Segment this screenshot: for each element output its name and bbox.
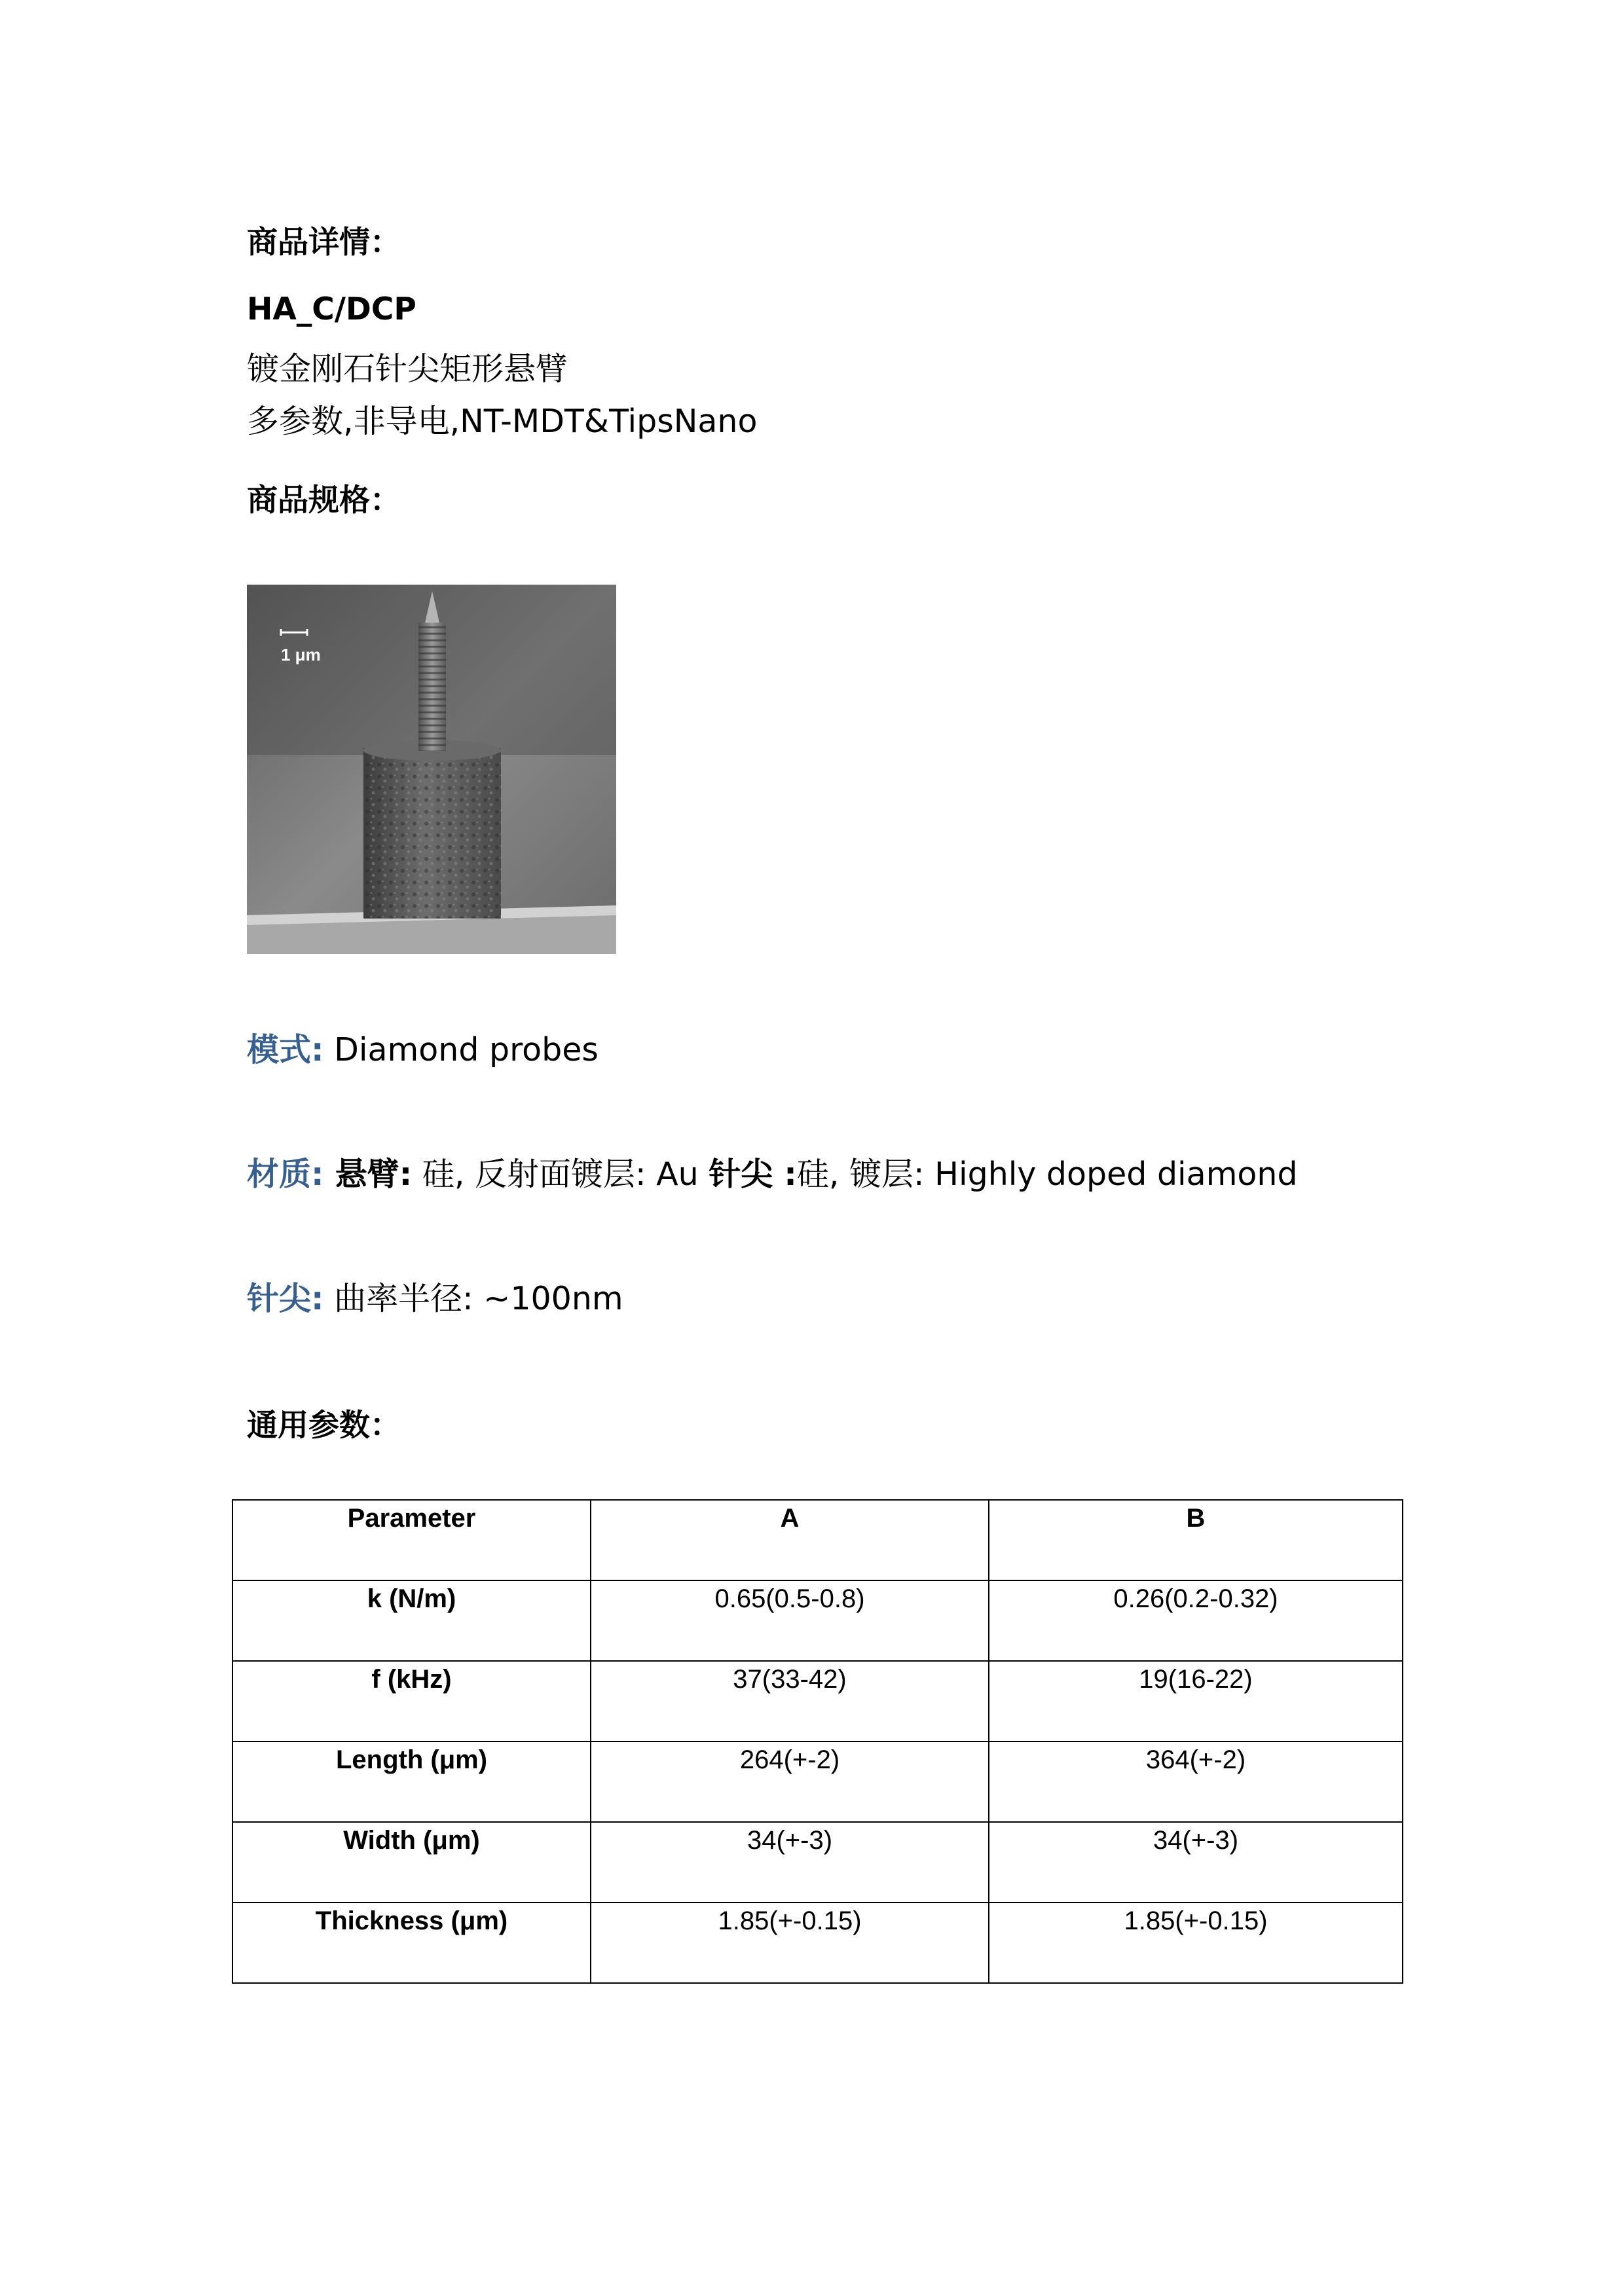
mode-key: 模式: [247,1031,324,1068]
table-row [232,1661,1403,1741]
param-name: Thickness (μm) [232,1903,591,1983]
details-heading: 商品详情： [247,225,401,261]
material-line [247,1149,1298,1195]
cantilever-key: 悬臂: [323,1156,413,1193]
param-name: Length (μm) [232,1741,591,1822]
tip-material-value: 硅, 镀层: Highly doped diamond [796,1156,1298,1193]
table-row [232,1903,1403,1983]
table-row [232,1822,1403,1903]
cantilever-value: 硅, 反射面镀层: Au [412,1156,709,1193]
tip-line [247,1273,623,1319]
param-value-b: 1.85(+-0.15) [989,1903,1403,1983]
mode-value: Diamond probes [323,1031,599,1068]
table-row [232,1580,1403,1661]
param-value-b: 19(16-22) [989,1661,1403,1741]
tip-key: 针尖: [247,1280,324,1317]
mode-line [247,1025,599,1070]
material-key: 材质: [247,1156,324,1193]
header-b: B [989,1500,1403,1580]
param-value-b: 34(+-3) [989,1822,1403,1903]
param-value-b: 364(+-2) [989,1741,1403,1822]
product-description: 镀金刚石针尖矩形悬臂 [247,350,568,388]
spec-heading: 商品规格： [247,483,401,519]
header-parameter: Parameter [232,1500,591,1580]
tip-material-key: 针尖 : [709,1156,797,1193]
general-params-heading: 通用参数： [247,1408,401,1444]
param-value-a: 0.65(0.5-0.8) [591,1580,989,1661]
param-name: f (kHz) [232,1661,591,1741]
parameters-table [232,1499,1403,1984]
param-value-a: 1.85(+-0.15) [591,1903,989,1983]
table-row [232,1741,1403,1822]
param-value-a: 264(+-2) [591,1741,989,1822]
param-value-a: 34(+-3) [591,1822,989,1903]
param-name: k (N/m) [232,1580,591,1661]
tip-value: 曲率半径: ~100nm [323,1280,623,1317]
product-tags: 多参数,非导电,NT-MDT&TipsNano [247,403,758,440]
header-a: A [591,1500,989,1580]
scale-bar-label: 1 μm [281,645,321,665]
param-value-b: 0.26(0.2-0.32) [989,1580,1403,1661]
product-code: HA_C/DCP [247,291,416,327]
param-value-a: 37(33-42) [591,1661,989,1741]
param-name: Width (μm) [232,1822,591,1903]
probe-sem-image [247,585,616,954]
table-header-row [232,1500,1403,1580]
